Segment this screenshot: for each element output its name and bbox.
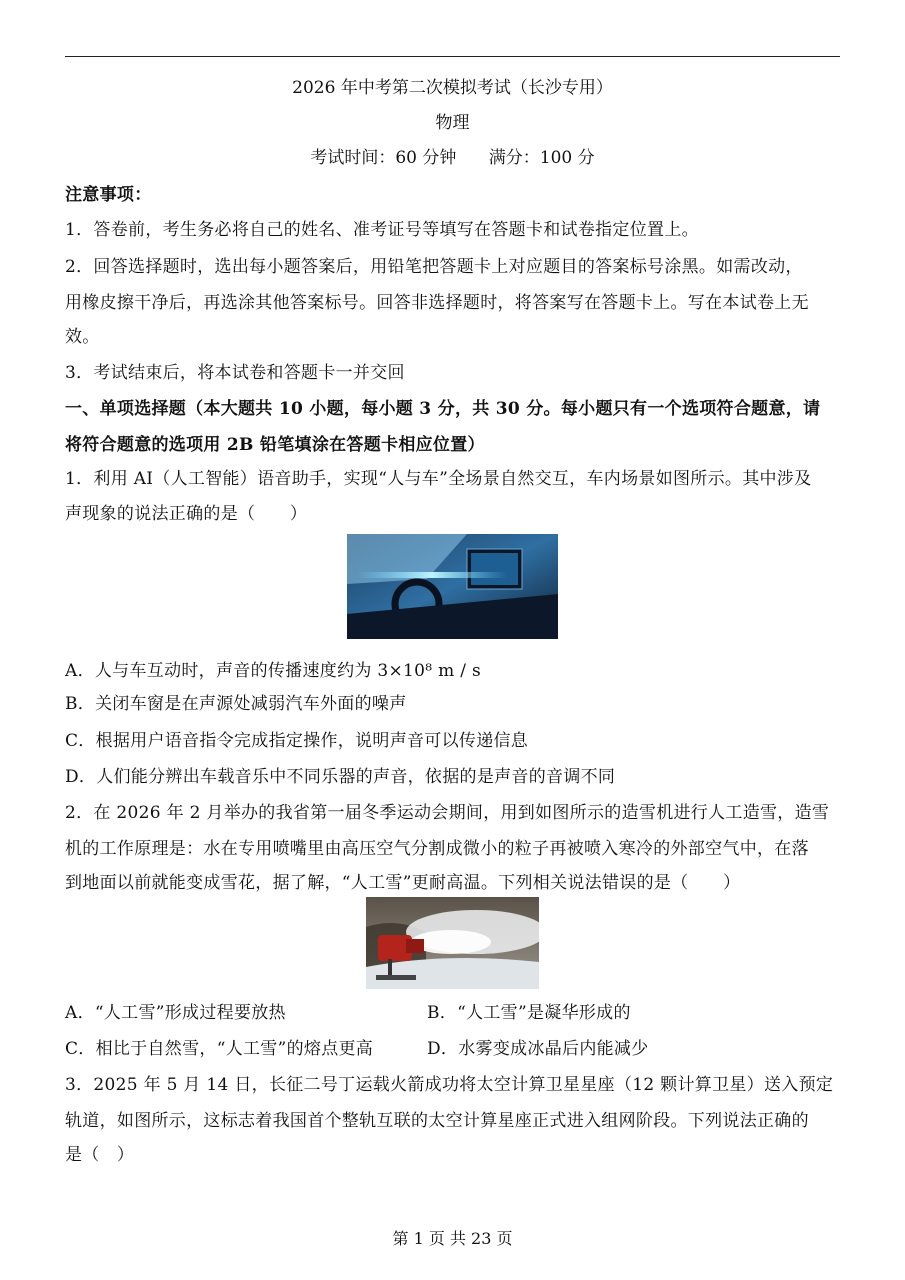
q2-options-row-1 bbox=[65, 998, 631, 1023]
q3-stem-a: 3．2025 年 5 月 14 日，长征二号丁运载火箭成功将太空计算卫星星座（12 颗计算卫星）送入预定 bbox=[65, 1075, 834, 1095]
q2-stem-b: 机的工作原理是：水在专用喷嘴里由高压空气分割成微小的粒子再被喷入寒冷的外部空气中，在落 bbox=[65, 839, 809, 859]
notes-line-2c: 效。 bbox=[65, 327, 100, 347]
notes-line-1: 1．答卷前，考生务必将自己的姓名、准考证号等填写在答题卡和试卷指定位置上。 bbox=[65, 220, 699, 240]
exam-info: 考试时间：60 分钟 满分：100 分 bbox=[310, 148, 595, 168]
q1-stem-a: 1．利用 AI（人工智能）语音助手，实现“人与车”全场景自然交互，车内场景如图所示。其中涉及 bbox=[65, 469, 812, 489]
snow-machine-image bbox=[366, 897, 539, 989]
page-number: 第 1 页 共 23 页 bbox=[392, 1229, 513, 1248]
q1-option-c: C．根据用户语音指令完成指定操作，说明声音可以传递信息 bbox=[65, 731, 529, 751]
q2-option-a: A．“人工雪”形成过程要放热 bbox=[65, 1003, 286, 1023]
q2-option-d: D．水雾变成冰晶后内能减少 bbox=[427, 1039, 649, 1059]
q1-stem-b: 声现象的说法正确的是（ ） bbox=[65, 504, 308, 524]
q1-option-b: B．关闭车窗是在声源处减弱汽车外面的噪声 bbox=[65, 694, 407, 714]
q2-options-row-2 bbox=[65, 1034, 649, 1059]
section1-heading-a: 一、单项选择题（本大题共 10 小题，每小题 3 分，共 30 分。每小题只有一个选项符合题意，请 bbox=[65, 399, 821, 419]
exam-subject: 物理 bbox=[435, 113, 470, 133]
q3-stem-c: 是（ ） bbox=[65, 1145, 135, 1165]
q2-stem-c: 到地面以前就能变成雪花，据了解，“人工雪”更耐高温。下列相关说法错误的是（ ） bbox=[65, 873, 741, 893]
car-interior-image bbox=[347, 534, 558, 639]
q2-option-b: B．“人工雪”是凝华形成的 bbox=[427, 1003, 631, 1023]
exam-title: 2026 年中考第二次模拟考试（长沙专用） bbox=[292, 78, 613, 98]
header-rule bbox=[65, 56, 840, 57]
q3-stem-b: 轨道，如图所示，这标志着我国首个整轨互联的太空计算星座正式进入组网阶段。下列说法正确的 bbox=[65, 1111, 809, 1131]
notes-line-2a: 2．回答选择题时，选出每小题答案后，用铅笔把答题卡上对应题目的答案标号涂黑。如需改动， bbox=[65, 257, 803, 277]
q2-option-c: C．相比于自然雪，“人工雪”的熔点更高 bbox=[65, 1039, 374, 1059]
notes-line-2b: 用橡皮擦干净后，再选涂其他答案标号。回答非选择题时，将答案写在答题卡上。写在本试卷上无 bbox=[65, 293, 809, 313]
q2-stem-a: 2．在 2026 年 2 月举办的我省第一届冬季运动会期间，用到如图所示的造雪机进行人工造雪，造雪 bbox=[65, 803, 830, 823]
notes-heading: 注意事项： bbox=[65, 185, 152, 205]
notes-line-3: 3．考试结束后，将本试卷和答题卡一并交回 bbox=[65, 363, 405, 383]
q1-option-a: A．人与车互动时，声音的传播速度约为 3×10⁸ m / s bbox=[65, 661, 481, 681]
section1-heading-b: 将符合题意的选项用 2B 铅笔填涂在答题卡相应位置） bbox=[65, 435, 485, 455]
q1-option-d: D．人们能分辨出车载音乐中不同乐器的声音，依据的是声音的音调不同 bbox=[65, 767, 616, 787]
